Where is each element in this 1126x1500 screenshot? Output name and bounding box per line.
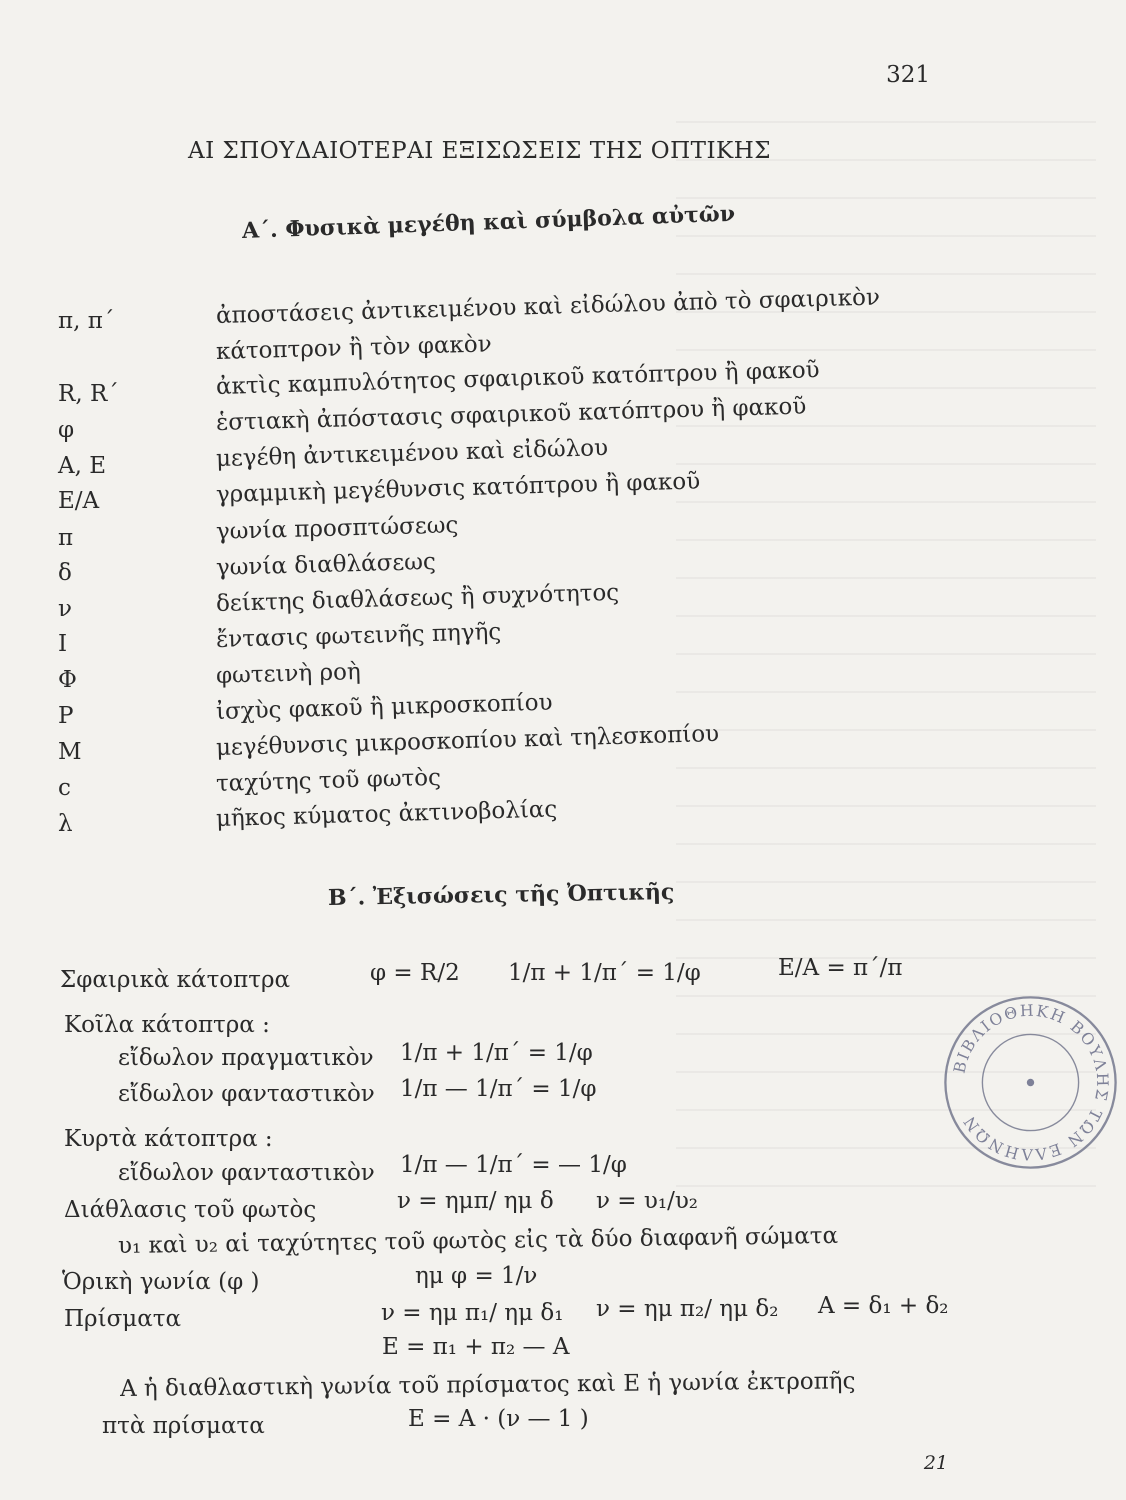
- equation: 1/π + 1/π΄ = 1/φ: [400, 1040, 593, 1066]
- section-a-heading: Α΄. Φυσικὰ μεγέθη καὶ σύμβολα αὐτῶν: [241, 200, 736, 244]
- definition: ταχύτης τοῦ φωτὸς: [215, 764, 442, 797]
- equation: φ = R/2: [370, 960, 460, 986]
- section-b-heading: Β΄. Ἐξισώσεις τῆς Ὀπτικῆς: [327, 878, 675, 911]
- eq-label: εἴδωλον φανταστικὸν: [118, 1081, 375, 1107]
- symbol: π: [58, 525, 74, 551]
- symbol: φ: [58, 417, 75, 443]
- symbol: R, R΄: [58, 381, 119, 407]
- eq-label: Διάθλασις τοῦ φωτὸς: [64, 1197, 317, 1223]
- folio-number: 21: [923, 1452, 948, 1474]
- equation: 1/π — 1/π΄ = — 1/φ: [400, 1152, 627, 1178]
- definition: φωτεινὴ ροὴ: [215, 658, 362, 689]
- eq-label: Κυρτὰ κάτοπτρα :: [64, 1126, 273, 1152]
- definition: μεγέθη ἀντικειμένου καὶ εἰδώλου: [215, 435, 609, 472]
- equation: ν = υ₁/υ₂: [596, 1188, 699, 1214]
- eq-label: Σφαιρικὰ κάτοπτρα: [60, 967, 291, 993]
- equation: 1/π — 1/π΄ = 1/φ: [400, 1076, 597, 1102]
- definition: ἰσχὺς φακοῦ ἢ μικροσκοπίου: [215, 689, 553, 725]
- eq-label: εἴδωλον φανταστικὸν: [118, 1160, 375, 1186]
- definition: γραμμικὴ μεγέθυνσις κατόπτρου ἢ φακοῦ: [215, 468, 701, 508]
- equation: ν = ημ π₁/ ημ δ₁: [381, 1300, 564, 1326]
- svg-text:ΒΙΒΛΙΟΘΗΚΗ ΒΟΥΛΗΣ ΤΩΝ ΕΛΛΗΝΩΝ: ΒΙΒΛΙΟΘΗΚΗ ΒΟΥΛΗΣ ΤΩΝ ΕΛΛΗΝΩΝ: [949, 1000, 1113, 1165]
- equation: ημ φ = 1/ν: [415, 1263, 538, 1289]
- definition: ἀκτὶς καμπυλότητος σφαιρικοῦ κατόπτρου ἢ φακοῦ: [215, 357, 820, 400]
- definition: ἀποστάσεις ἀντικειμένου καὶ εἰδώλου ἀπὸ τὸ σφαιρικὸν: [215, 284, 881, 329]
- equation: E = A · (ν — 1 ): [408, 1406, 589, 1432]
- eq-label: Ὁρικὴ γωνία (φ ): [62, 1269, 260, 1295]
- equation: A = δ₁ + δ₂: [818, 1293, 949, 1319]
- symbol: E/A: [58, 488, 100, 514]
- page-number: 321: [886, 62, 930, 88]
- symbol: A, E: [58, 453, 107, 479]
- symbol: c: [58, 775, 71, 801]
- symbol: P: [58, 703, 74, 729]
- definition: μῆκος κύματος ἀκτινοβολίας: [215, 796, 558, 832]
- equation: 1/π + 1/π΄ = 1/φ: [508, 960, 701, 986]
- definition: γωνία προσπτώσεως: [215, 512, 459, 545]
- symbol: I: [58, 631, 68, 657]
- eq-label: Κοῖλα κάτοπτρα :: [64, 1012, 270, 1038]
- definition: ἔντασις φωτεινῆς πηγῆς: [215, 619, 502, 653]
- library-stamp: [938, 990, 1123, 1175]
- symbol: Φ: [58, 667, 77, 693]
- symbol: λ: [58, 811, 73, 837]
- equation: ν = ημπ/ ημ δ: [397, 1188, 554, 1214]
- definition: ἑστιακὴ ἀπόστασις σφαιρικοῦ κατόπτρου ἢ φακοῦ: [215, 393, 807, 436]
- eq-label: Πρίσματα: [64, 1306, 182, 1332]
- eq-label: εἴδωλον πραγματικὸν: [118, 1045, 374, 1071]
- equation: E = π₁ + π₂ — A: [382, 1334, 570, 1360]
- definition: δείκτης διαθλάσεως ἢ συχνότητος: [215, 579, 620, 617]
- equation: ν = ημ π₂/ ημ δ₂: [596, 1296, 779, 1322]
- symbol: M: [58, 739, 82, 765]
- symbol: π, π΄: [58, 308, 115, 334]
- definition: κάτοπτρον ἢ τὸν φακὸν: [215, 331, 493, 365]
- symbol: δ: [58, 560, 72, 586]
- prism-note: A ἡ διαθλαστικὴ γωνία τοῦ πρίσματος καὶ E ἡ γωνία ἐκτροπῆς: [119, 1368, 856, 1402]
- eq-label: πτὰ πρίσματα: [102, 1413, 265, 1439]
- definition: γωνία διαθλάσεως: [215, 548, 437, 581]
- symbol: ν: [58, 596, 72, 622]
- page-title: ΑΙ ΣΠΟΥΔΑΙΟΤΕΡΑΙ ΕΞΙΣΩΣΕΙΣ ΤΗΣ ΟΠΤΙΚΗΣ: [188, 138, 772, 164]
- equation: E/A = π΄/π: [778, 955, 903, 981]
- refraction-note: υ₁ καὶ υ₂ αἱ ταχύτητες τοῦ φωτὸς εἰς τὰ δύο διαφανῆ σώματα: [117, 1222, 839, 1259]
- definition: μεγέθυνσις μικροσκοπίου καὶ τηλεσκοπίου: [215, 720, 720, 761]
